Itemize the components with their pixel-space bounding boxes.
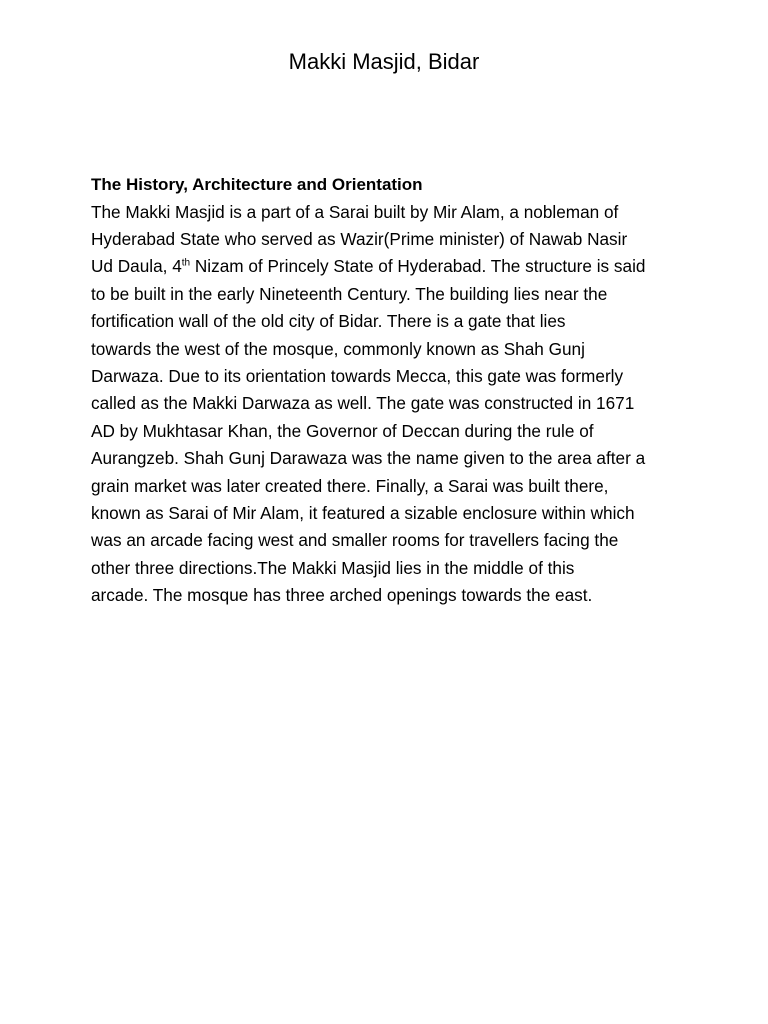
body-line: The Makki Masjid is a part of a Sarai built by Mir Alam, a nobleman of [91, 201, 619, 222]
body-line: grain market was later created there. Finally, a Sarai was built there, [91, 475, 609, 496]
body-line: fortification wall of the old city of Bidar. There is a gate that lies [91, 311, 566, 332]
body-line: Aurangzeb. Shah Gunj Darawaza was the name given to the area after a [91, 448, 646, 469]
history-section [91, 171, 691, 610]
section-heading: The History, Architecture and Orientation [91, 175, 423, 194]
body-line: towards the west of the mosque, commonly known as Shah Gunj [91, 338, 585, 359]
page-title: Makki Masjid, Bidar [288, 49, 480, 74]
body-line: was an arcade facing west and smaller rooms for travellers facing the [91, 530, 619, 551]
body-line: other three directions.The Makki Masjid lies in the middle of this [91, 557, 575, 578]
body-line [91, 253, 691, 280]
section-body [91, 199, 691, 610]
body-line-end: Nizam of Princely State of Hyderabad. The structure is said [190, 256, 646, 277]
body-line: AD by Mukhtasar Khan, the Governor of Deccan during the rule of [91, 420, 594, 441]
body-line: Hyderabad State who served as Wazir(Prime minister) of Nawab Nasir [91, 228, 628, 249]
body-line: to be built in the early Nineteenth Century. The building lies near the [91, 283, 608, 304]
ordinal-suffix: th [181, 257, 191, 269]
body-line: called as the Makki Darwaza as well. The gate was constructed in 1671 [91, 393, 635, 414]
body-line: Darwaza. Due to its orientation towards Mecca, this gate was formerly [91, 365, 624, 386]
body-line: arcade. The mosque has three arched openings towards the east. [91, 585, 593, 606]
body-line: known as Sarai of Mir Alam, it featured a sizable enclosure within which [91, 502, 635, 523]
body-line-start: Ud Daula, 4 [91, 256, 182, 277]
